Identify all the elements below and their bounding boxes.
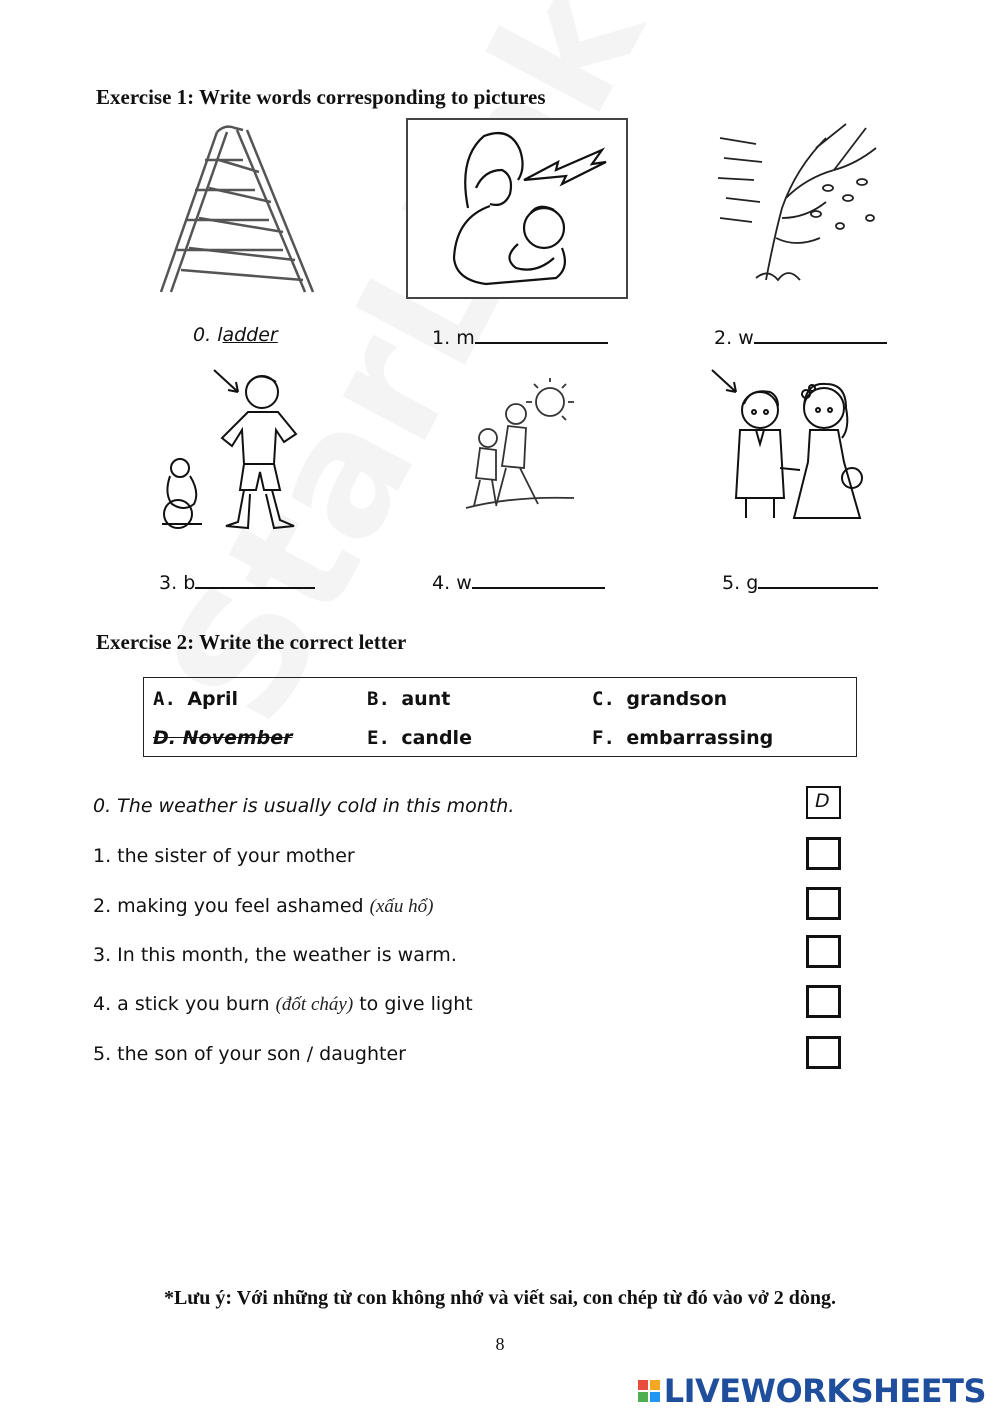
option-d-crossed: D. November <box>153 727 293 749</box>
windy-tree-picture <box>716 118 886 288</box>
option-a: A. April <box>153 688 239 710</box>
answer-box-3[interactable] <box>806 935 841 968</box>
ex1-item-0: 0. ladder <box>193 324 278 346</box>
question-3: 3. In this month, the weather is warm. <box>93 944 457 966</box>
question-4-translation: (đốt cháy) <box>275 994 354 1015</box>
page-number: 8 <box>495 1334 505 1354</box>
liveworksheets-logo-icon <box>638 1380 660 1402</box>
ex1-blank-5[interactable] <box>758 569 878 589</box>
question-5: 5. the son of your son / daughter <box>93 1043 406 1065</box>
ex1-blank-2[interactable] <box>754 324 887 344</box>
liveworksheets-logo <box>638 1372 986 1410</box>
ex1-item-2: 2. w <box>714 324 887 349</box>
answer-box-0[interactable]: D <box>806 786 841 819</box>
ex1-item-3: 3. b <box>159 569 315 594</box>
question-2-translation: (xấu hổ) <box>369 896 434 917</box>
word-options-box <box>143 677 857 757</box>
option-c: C. grandson <box>592 688 728 710</box>
groom-bride-picture <box>710 368 872 528</box>
answer-box-5[interactable] <box>806 1036 841 1069</box>
boy-picture <box>158 364 320 544</box>
option-f: F. embarrassing <box>592 727 774 749</box>
ex1-item-4: 4. w <box>432 569 605 594</box>
option-e: E. candle <box>367 727 472 749</box>
exercise1-title: Exercise 1: Write words corresponding to pictures <box>96 85 546 109</box>
brand-name: LIVEWORKSHEETS <box>663 1372 986 1410</box>
ex1-blank-4[interactable] <box>472 569 605 589</box>
ex1-blank-3[interactable] <box>195 569 315 589</box>
answer-box-2[interactable] <box>806 887 841 920</box>
mother-baby-picture <box>406 118 628 299</box>
walking-family-picture <box>462 376 576 526</box>
ladder-picture <box>155 120 315 300</box>
ex1-answer-0: adder <box>222 324 278 346</box>
footer-note: *Lưu ý: Với những từ con không nhớ và viết sai, con chép từ đó vào vở 2 dòng. <box>163 1287 837 1309</box>
ex1-item-1: 1. m <box>432 324 608 349</box>
ex1-item-5: 5. g <box>722 569 878 594</box>
answer-box-1[interactable] <box>806 837 841 870</box>
question-4: 4. a stick you burn (đốt cháy) to give light <box>93 993 473 1015</box>
exercise2-title: Exercise 2: Write the correct letter <box>96 630 407 654</box>
answer-box-4[interactable] <box>806 985 841 1018</box>
ex1-blank-1[interactable] <box>475 324 608 344</box>
question-1: 1. the sister of your mother <box>93 845 355 867</box>
question-2: 2. making you feel ashamed (xấu hổ) <box>93 895 434 917</box>
question-0: 0. The weather is usually cold in this month. <box>93 795 515 817</box>
option-b: B. aunt <box>367 688 451 710</box>
